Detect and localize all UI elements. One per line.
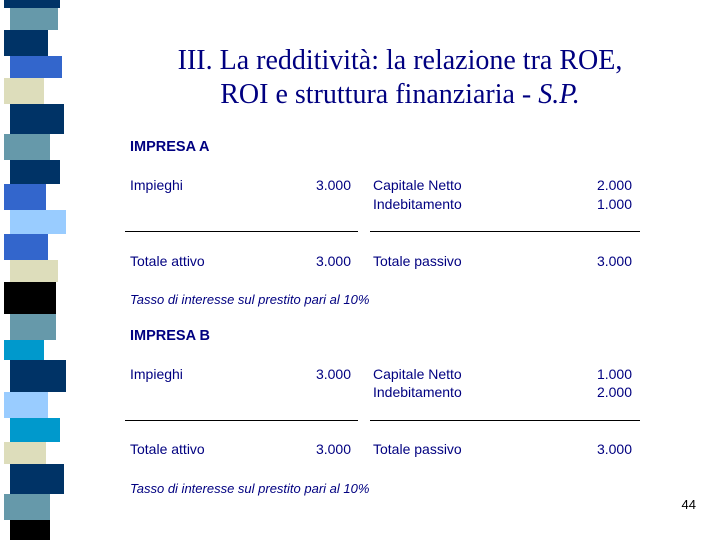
impresa-a-rule-right	[370, 231, 640, 232]
stripe-block	[10, 418, 60, 442]
impresa-b-rule-left	[125, 420, 358, 421]
impresa-b-indebitamento-value: 2.000	[596, 384, 632, 400]
impresa-a-impieghi-label: Impieghi	[130, 177, 183, 193]
impresa-a-note: Tasso di interesse sul prestito pari al 10%	[130, 292, 370, 307]
impresa-a-capitale-netto-label: Capitale Netto	[373, 177, 462, 193]
stripe-block	[4, 30, 48, 56]
stripe-block	[10, 210, 66, 234]
stripe-block	[4, 78, 44, 104]
stripe-block	[4, 184, 46, 210]
impresa-a-totale-attivo-label: Totale attivo	[130, 253, 205, 269]
stripe-block	[10, 56, 62, 78]
impresa-b-totale-passivo-label: Totale passivo	[373, 441, 462, 457]
impresa-b-heading: IMPRESA B	[130, 328, 211, 344]
impresa-a-impieghi-value: 3.000	[315, 177, 351, 193]
stripe-block	[4, 494, 50, 520]
impresa-a-capitale-netto-value: 2.000	[596, 177, 632, 193]
stripe-block	[4, 0, 60, 8]
title-line-2-italic: S.P.	[538, 79, 580, 110]
stripe-block	[10, 160, 60, 184]
impresa-b-note: Tasso di interesse sul prestito pari al 10%	[130, 481, 370, 496]
impresa-a-totale-attivo-value: 3.000	[315, 253, 351, 269]
stripe-block	[10, 464, 64, 494]
impresa-a-indebitamento-value: 1.000	[596, 196, 632, 212]
stripe-block	[10, 8, 58, 30]
impresa-b-impieghi-label: Impieghi	[130, 366, 183, 382]
title-line-2	[120, 78, 680, 112]
impresa-b-capitale-netto-value: 1.000	[596, 366, 632, 382]
stripe-block	[10, 360, 66, 392]
impresa-a-rule-left	[125, 231, 358, 232]
stripe-block	[4, 282, 56, 314]
title-line-2-text: ROI e struttura finanziaria -	[220, 79, 539, 110]
stripe-block	[4, 134, 50, 160]
stripe-block	[10, 260, 58, 282]
stripe-block	[10, 520, 50, 540]
slide-title	[120, 44, 680, 112]
impresa-a-indebitamento-label: Indebitamento	[373, 196, 462, 212]
stripe-block	[10, 104, 64, 134]
decorative-stripe	[0, 0, 68, 540]
impresa-b-impieghi-value: 3.000	[315, 366, 351, 382]
impresa-b-capitale-netto-label: Capitale Netto	[373, 366, 462, 382]
page-number: 44	[681, 497, 696, 512]
stripe-block	[10, 314, 56, 340]
impresa-a-totale-passivo-label: Totale passivo	[373, 253, 462, 269]
stripe-block	[4, 392, 48, 418]
stripe-block	[4, 234, 48, 260]
impresa-b-totale-attivo-label: Totale attivo	[130, 441, 205, 457]
impresa-b-totale-passivo-value: 3.000	[596, 441, 632, 457]
title-line-1: III. La redditività: la relazione tra ROE,	[177, 45, 623, 76]
stripe-block	[4, 442, 46, 464]
impresa-b-indebitamento-label: Indebitamento	[373, 384, 462, 400]
impresa-b-rule-right	[370, 420, 640, 421]
impresa-a-heading: IMPRESA A	[130, 139, 210, 155]
impresa-b-totale-attivo-value: 3.000	[315, 441, 351, 457]
impresa-a-totale-passivo-value: 3.000	[596, 253, 632, 269]
stripe-block	[4, 340, 44, 360]
